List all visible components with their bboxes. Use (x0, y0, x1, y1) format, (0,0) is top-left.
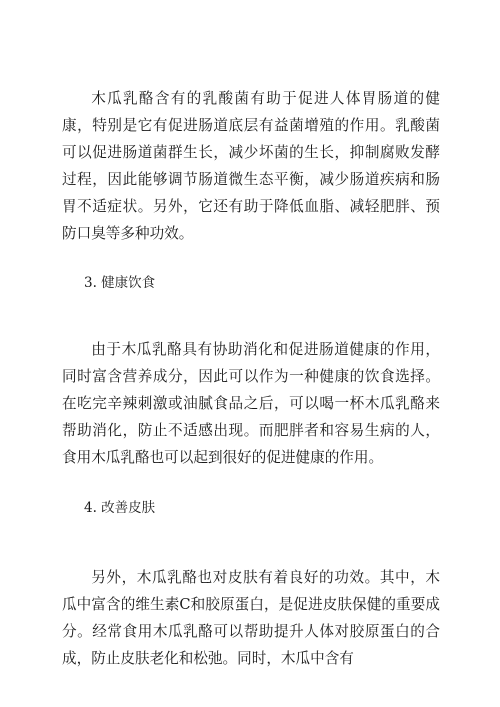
paragraph-healthy-diet: 由于木瓜乳酪具有协助消化和促进肠道健康的作用，同时富含营养成分，因此可以作为一种健康的饮食选择。在吃完辛辣刺激或油腻食品之后，可以喝一杯木瓜乳酪来帮助消化，防止不适感出现。而肥胖者和容易生病的人，食用木瓜乳酪也可以起到很好的促进健康的作用。 (62, 341, 440, 466)
section-heading-healthy-diet: 3. 健康饮食 (84, 275, 156, 291)
paragraph-lactic-acid-benefits: 木瓜乳酪含有的乳酸菌有助于促进人体胃肠道的健康，特别是它有促进肠道底层有益菌增殖的作用。乳酸菌可以促进肠道菌群生长，减少坏菌的生长，抑制腐败发酵过程，因此能够调节肠道微生态平衡，减少肠道疾病和肠胃不适症状。另外，它还有助于降低血脂、减轻肥胖、预防口臭等多种功效。 (62, 90, 440, 242)
paragraph-improve-skin: 另外，木瓜乳酪也对皮肤有着良好的功效。其中，木瓜中富含的维生素C和胶原蛋白，是促进皮肤保健的重要成分。经常食用木瓜乳酪可以帮助提升人体对胶原蛋白的合成，防止皮肤老化和松弛。同时，木瓜中含有 (62, 569, 440, 667)
section-heading-improve-skin: 4. 改善皮肤 (84, 500, 156, 516)
